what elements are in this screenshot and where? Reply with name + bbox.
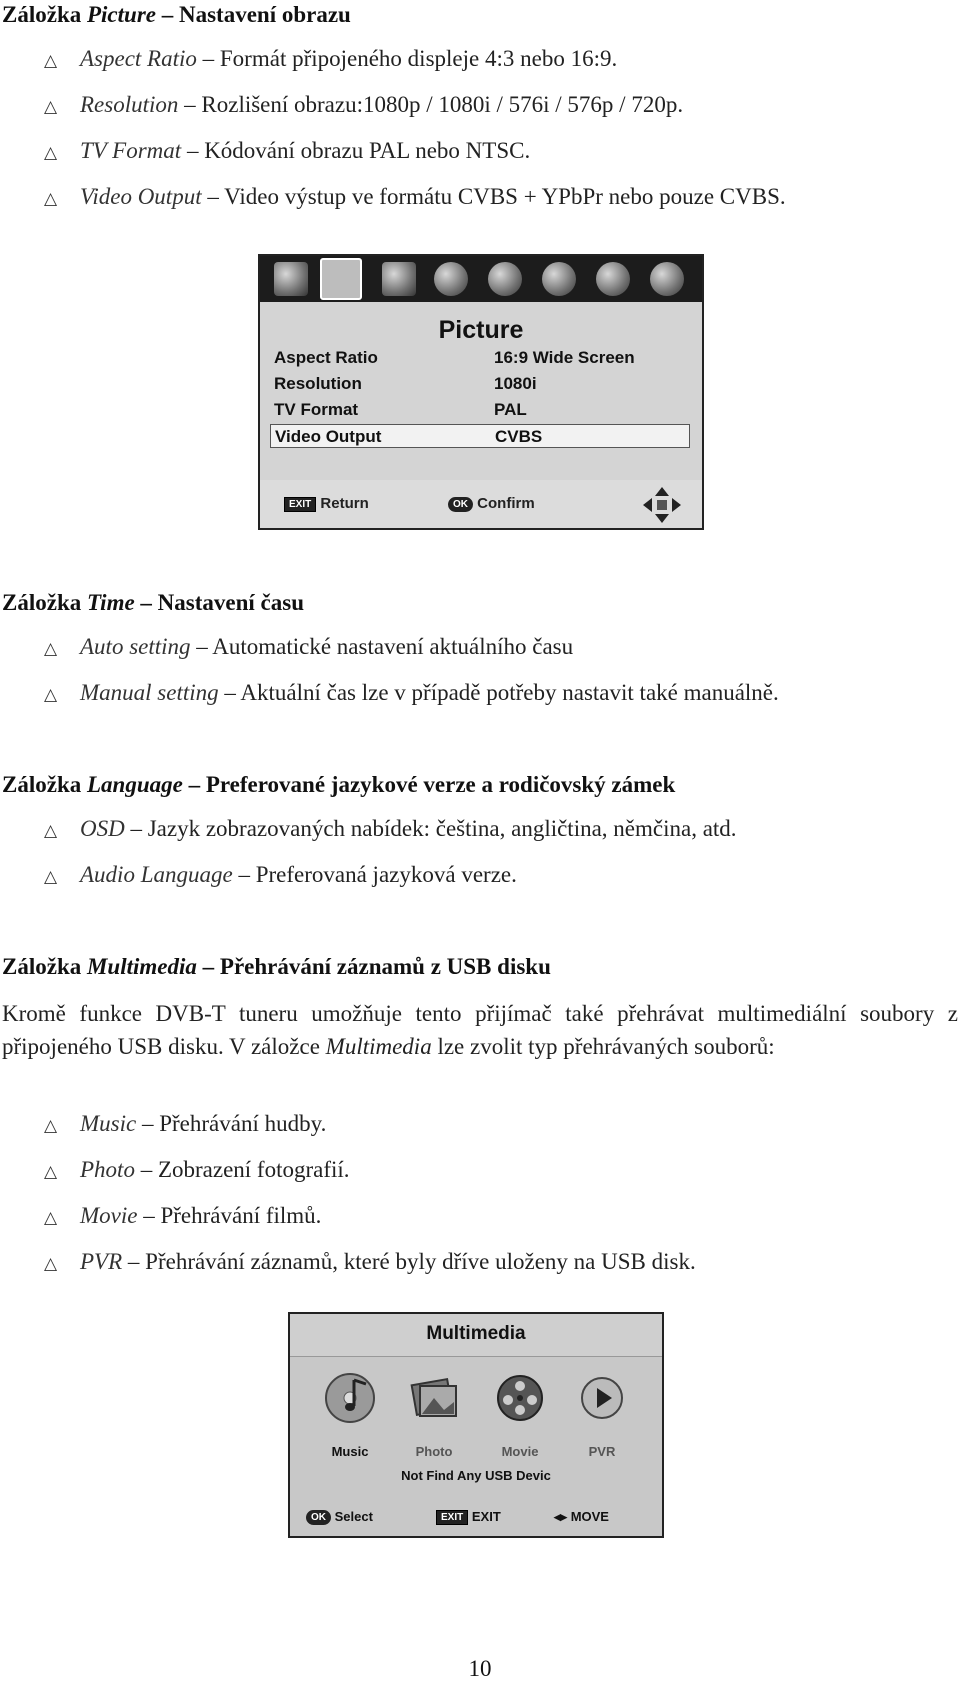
- bullet-item: [44, 184, 786, 210]
- row-label: Resolution: [274, 374, 362, 393]
- bullet-item: [44, 634, 573, 660]
- heading-prefix: Záložka: [2, 2, 87, 27]
- bullet-desc: – Rozlišení obrazu:1080p / 1080i / 576i / 576p / 720p.: [178, 92, 684, 117]
- bullet-term: Aspect Ratio: [80, 46, 197, 71]
- usb-status-message: Not Find Any USB Devic: [401, 1468, 551, 1483]
- multimedia-heading: [2, 954, 551, 980]
- bullet-item: [44, 92, 683, 118]
- heading-rest: – Preferované jazykové verze a rodičovský zámek: [182, 772, 676, 797]
- bullet-item: [44, 46, 617, 72]
- bullet-item: [44, 138, 530, 164]
- bullet-item: [44, 1111, 326, 1137]
- bullet-desc: – Aktuální čas lze v případě potřeby nastavit také manuálně.: [218, 680, 779, 705]
- return-label: Return: [320, 495, 369, 512]
- menu-row-resolution: [270, 372, 690, 396]
- photo-label: Photo: [415, 1444, 453, 1459]
- row-value: 1080i: [494, 374, 537, 393]
- heading-rest: – Nastavení času: [134, 590, 304, 615]
- bullet-desc: – Video výstup ve formátu CVBS + YPbPr nebo pouze CVBS.: [201, 184, 786, 209]
- bullet-term: OSD: [80, 816, 125, 841]
- bullet-icon: △: [44, 1208, 58, 1228]
- bullet-term: Music: [80, 1111, 137, 1136]
- pvr-icon: [576, 1372, 628, 1424]
- multimedia-paragraph: [2, 997, 958, 1063]
- menu-row-video-output: [270, 424, 690, 448]
- bullet-item: [44, 1203, 321, 1229]
- time-heading: [2, 590, 304, 616]
- bullet-icon: △: [44, 51, 58, 71]
- para-term: Multimedia: [325, 1034, 432, 1059]
- exit-key-icon: EXIT: [436, 1510, 468, 1525]
- usb-tab-icon: [650, 262, 684, 296]
- ok-key-icon: OK: [448, 497, 473, 512]
- bullet-term: PVR: [80, 1249, 123, 1274]
- music-label: Music: [331, 1444, 369, 1459]
- bullet-icon: △: [44, 1116, 58, 1136]
- exit-key-icon: EXIT: [284, 497, 316, 512]
- return-hint: [284, 495, 369, 512]
- movie-icon: [494, 1372, 546, 1424]
- confirm-hint: [448, 495, 535, 512]
- row-label: Aspect Ratio: [274, 348, 378, 367]
- system-tab-icon: [596, 262, 630, 296]
- heading-term: Multimedia: [86, 954, 197, 979]
- music-icon: [324, 1372, 376, 1424]
- bullet-desc: – Automatické nastavení aktuálního času: [190, 634, 574, 659]
- bullet-term: Video Output: [80, 184, 202, 209]
- page-number: 10: [468, 1656, 492, 1681]
- bullet-icon: △: [44, 1254, 58, 1274]
- bullet-term: Movie: [80, 1203, 138, 1228]
- bullet-icon: △: [44, 97, 58, 117]
- row-label: Video Output: [275, 427, 382, 446]
- row-label: TV Format: [274, 400, 359, 419]
- left-right-arrows-icon: ◂▸: [554, 1509, 568, 1524]
- bullet-desc: – Přehrávání filmů.: [137, 1203, 322, 1228]
- bullet-icon: △: [44, 821, 58, 841]
- exit-hint: [436, 1509, 501, 1525]
- select-hint: [306, 1509, 373, 1525]
- para-text: Kromě funkce DVB-T tuneru umožňuje tento přijímač také přehrávat multimediální soubory z připojeného USB disku. V záložce: [2, 1001, 958, 1059]
- bullet-desc: – Jazyk zobrazovaných nabídek: čeština, angličtina, němčina, atd.: [124, 816, 737, 841]
- bullet-desc: – Kódování obrazu PAL nebo NTSC.: [181, 138, 531, 163]
- bullet-item: [44, 862, 517, 888]
- select-label: Select: [334, 1509, 373, 1524]
- bullet-item: [44, 816, 737, 842]
- channel-tab-icon: [274, 262, 308, 296]
- heading-prefix: Záložka: [2, 772, 87, 797]
- picture-heading: [2, 2, 351, 28]
- bullet-desc: – Formát připojeného displeje 4:3 nebo 16:9.: [196, 46, 618, 71]
- menu-title: Picture: [438, 316, 524, 344]
- menu-footer: [260, 480, 702, 528]
- bullet-icon: △: [44, 143, 58, 163]
- bullet-icon: △: [44, 867, 58, 887]
- move-label: MOVE: [570, 1509, 609, 1524]
- menu-title: Multimedia: [290, 1314, 662, 1357]
- menu-row-tv-format: [270, 398, 690, 422]
- heading-term: Picture: [86, 2, 156, 27]
- picture-menu-screenshot: [258, 254, 704, 530]
- row-value: PAL: [494, 400, 527, 419]
- bullet-term: Resolution: [80, 92, 179, 117]
- bullet-item: [44, 1157, 350, 1183]
- ok-key-icon: OK: [306, 1510, 331, 1525]
- para-text: lze zvolit typ přehrávaných souborů:: [431, 1034, 775, 1059]
- heading-prefix: Záložka: [2, 590, 87, 615]
- bullet-icon: △: [44, 189, 58, 209]
- bullet-icon: △: [44, 639, 58, 659]
- time-tab-icon: [434, 262, 468, 296]
- bullet-term: Audio Language: [80, 862, 233, 887]
- menu-footer: [290, 1500, 662, 1536]
- heading-rest: – Nastavení obrazu: [155, 2, 351, 27]
- row-value: 16:9 Wide Screen: [494, 348, 635, 367]
- movie-label: Movie: [501, 1444, 539, 1459]
- bullet-desc: – Přehrávání záznamů, které byly dříve uloženy na USB disk.: [122, 1249, 696, 1274]
- bullet-term: TV Format: [80, 138, 182, 163]
- menu-tab-bar: [260, 256, 702, 302]
- bullet-term: Manual setting: [80, 680, 219, 705]
- heading-rest: – Přehrávání záznamů z USB disku: [196, 954, 551, 979]
- multimedia-menu-screenshot: [288, 1312, 664, 1538]
- heading-prefix: Záložka: [2, 954, 87, 979]
- confirm-label: Confirm: [477, 495, 535, 512]
- language-heading: [2, 772, 675, 798]
- move-hint: [554, 1509, 609, 1525]
- language-tab-icon: [488, 262, 522, 296]
- row-value: CVBS: [495, 427, 543, 446]
- menu-row-aspect-ratio: [270, 346, 690, 370]
- picture-tab-icon: [320, 258, 362, 300]
- heading-term: Time: [86, 590, 135, 615]
- navigation-arrows-icon: [642, 486, 682, 524]
- bullet-item: [44, 1249, 696, 1275]
- photo-icon: [408, 1372, 460, 1424]
- bullet-term: Photo: [80, 1157, 135, 1182]
- bullet-desc: – Zobrazení fotografií.: [134, 1157, 350, 1182]
- bullet-icon: △: [44, 1162, 58, 1182]
- bullet-item: [44, 680, 779, 706]
- heading-term: Language: [86, 772, 183, 797]
- tools-tab-icon: [542, 262, 576, 296]
- bullet-icon: △: [44, 685, 58, 705]
- pvr-label: PVR: [588, 1444, 616, 1459]
- exit-label: EXIT: [471, 1509, 501, 1524]
- search-tab-icon: [382, 262, 416, 296]
- bullet-term: Auto setting: [80, 634, 191, 659]
- bullet-desc: – Přehrávání hudby.: [136, 1111, 327, 1136]
- bullet-desc: – Preferovaná jazyková verze.: [232, 862, 517, 887]
